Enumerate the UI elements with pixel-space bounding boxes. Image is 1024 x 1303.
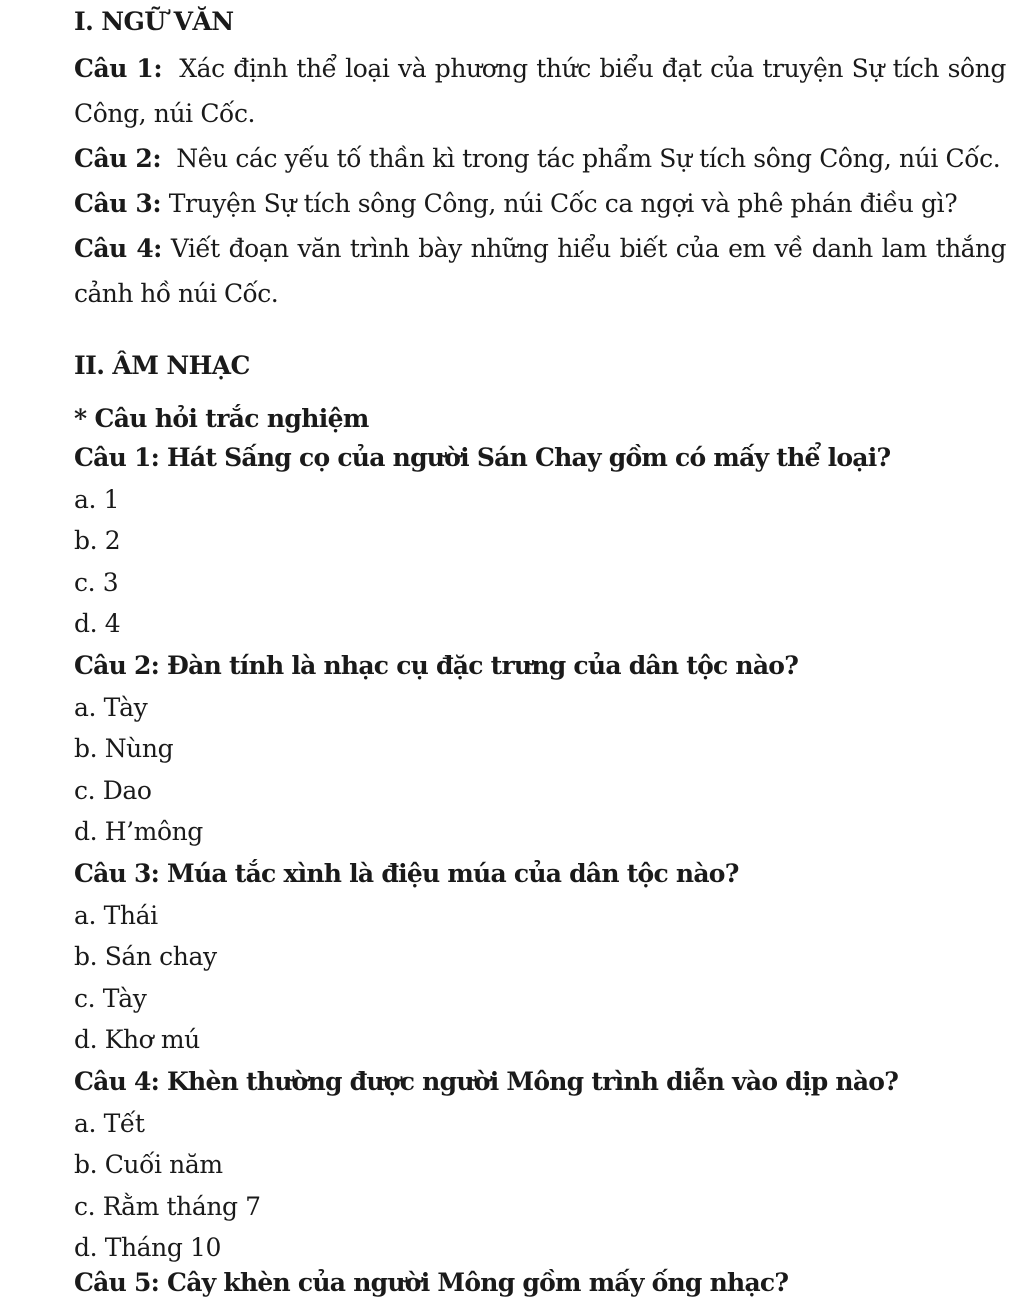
mc-option: d. H’mông	[74, 817, 203, 847]
mc-option: c. Tày	[74, 983, 147, 1013]
mc-question-1: Câu 1: Hát Sấng cọ của người Sán Chay gồm có mấy thể loại?	[74, 443, 891, 472]
mc-option: c. 3	[74, 567, 119, 597]
multiple-choice-intro: * Câu hỏi trắc nghiệm	[74, 404, 369, 433]
mc-question-2: Câu 2: Đàn tính là nhạc cụ đặc trưng của dân tộc nào?	[74, 650, 799, 680]
mc-question-5-cut-off: Câu 5: Cây khèn của người Mông gồm mấy ống nhạc?	[74, 1268, 789, 1297]
mc-option: a. Tày	[74, 692, 148, 722]
question-label: Câu 3:	[74, 189, 162, 218]
mc-option: d. 4	[74, 609, 121, 639]
question-label: Câu 4:	[74, 234, 162, 263]
mc-option: a. 1	[74, 484, 120, 514]
music-heading: II. ÂM NHẠC	[74, 351, 250, 380]
literature-question-4	[74, 226, 1006, 316]
mc-option: a. Tết	[74, 1108, 145, 1138]
mc-option: c. Rằm tháng 7	[74, 1191, 261, 1221]
literature-question-3	[74, 181, 1006, 226]
mc-option: b. Sán chay	[74, 942, 217, 972]
document-page	[74, 0, 1006, 1269]
question-text: Truyện Sự tích sông Công, núi Cốc ca ngợi và phê phán điều gì?	[168, 189, 958, 218]
literature-question-2	[74, 136, 1006, 181]
mc-question-4: Câu 4: Khèn thường được người Mông trình diễn vào dịp nào?	[74, 1066, 899, 1096]
mc-question-block-1	[74, 437, 1006, 645]
mc-option: d. Khơ mú	[74, 1025, 200, 1055]
mc-option: b. Nùng	[74, 734, 174, 764]
mc-question-block-2	[74, 645, 1006, 853]
literature-question-1	[74, 46, 1006, 136]
question-text: Nêu các yếu tố thần kì trong tác phẩm Sự tích sông Công, núi Cốc.	[176, 144, 1001, 173]
mc-option: a. Thái	[74, 900, 158, 930]
question-text: Viết đoạn văn trình bày những hiểu biết của em về danh lam thắng cảnh hồ núi Cốc.	[74, 234, 1006, 308]
literature-heading: I. NGỮ VĂN	[74, 7, 234, 36]
mc-option: b. Cuối năm	[74, 1150, 223, 1180]
mc-question-block-3	[74, 853, 1006, 1061]
question-text: Xác định thể loại và phương thức biểu đạt của truyện Sự tích sông Công, núi Cốc.	[74, 54, 1007, 128]
question-label: Câu 2:	[74, 144, 162, 173]
mc-question-block-4	[74, 1061, 1006, 1269]
question-label: Câu 1:	[74, 54, 163, 83]
mc-option: d. Tháng 10	[74, 1233, 222, 1263]
mc-option: b. 2	[74, 526, 121, 556]
mc-option: c. Dao	[74, 775, 152, 805]
mc-question-3: Câu 3: Múa tắc xình là điệu múa của dân tộc nào?	[74, 858, 739, 888]
